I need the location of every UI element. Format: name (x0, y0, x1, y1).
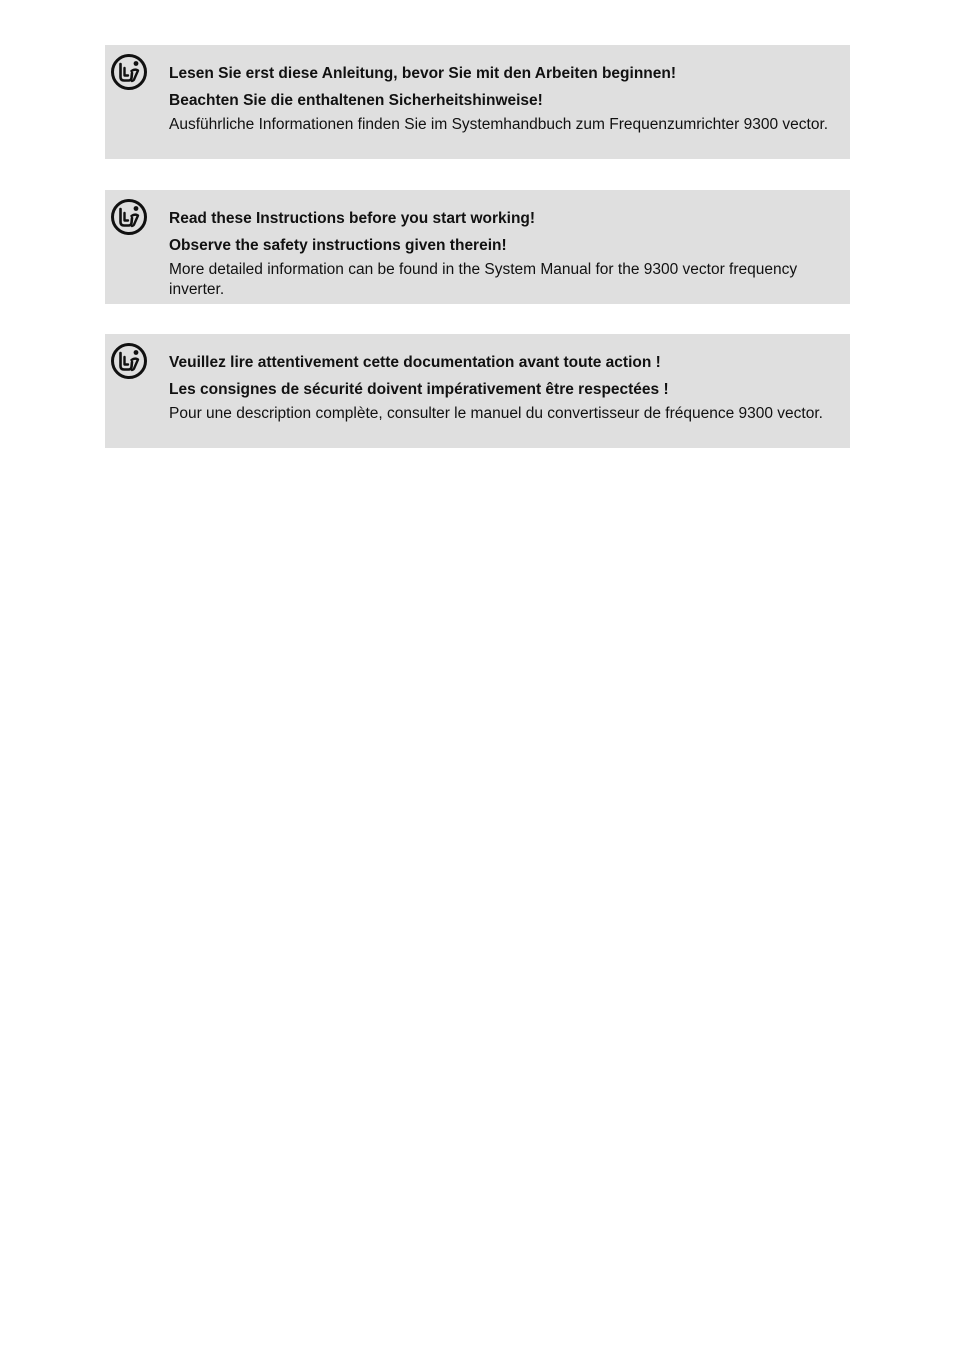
notice-heading: Lesen Sie erst diese Anleitung, bevor Sie mit den Arbeiten beginnen! (169, 65, 677, 82)
notice-safety-line: Les consignes de sécurité doivent impérativement être respectées ! (169, 381, 669, 398)
notice-text (169, 209, 834, 300)
notice-box-french (105, 334, 850, 448)
reading-manual-icon (110, 53, 148, 91)
notice-heading: Veuillez lire attentivement cette documentation avant toute action ! (169, 354, 661, 371)
notice-heading: Read these Instructions before you start working! (169, 210, 536, 227)
notice-text (169, 353, 834, 424)
notice-box-english (105, 190, 850, 304)
notice-body: Pour une description complète, consulter le manuel du convertisseur de fréquence 9300 vector. (169, 405, 823, 422)
notice-box-german (105, 45, 850, 159)
reading-manual-icon (110, 342, 148, 380)
notice-text (169, 64, 834, 135)
notice-safety-line: Beachten Sie die enthaltenen Sicherheitshinweise! (169, 92, 543, 109)
reading-manual-icon (110, 198, 148, 236)
notice-safety-line: Observe the safety instructions given therein! (169, 237, 507, 254)
notice-body: Ausführliche Informationen finden Sie im Systemhandbuch zum Frequenzumrichter 9300 vector. (169, 116, 829, 133)
notice-body: More detailed information can be found in the System Manual for the 9300 vector frequency inverter. (169, 261, 798, 298)
